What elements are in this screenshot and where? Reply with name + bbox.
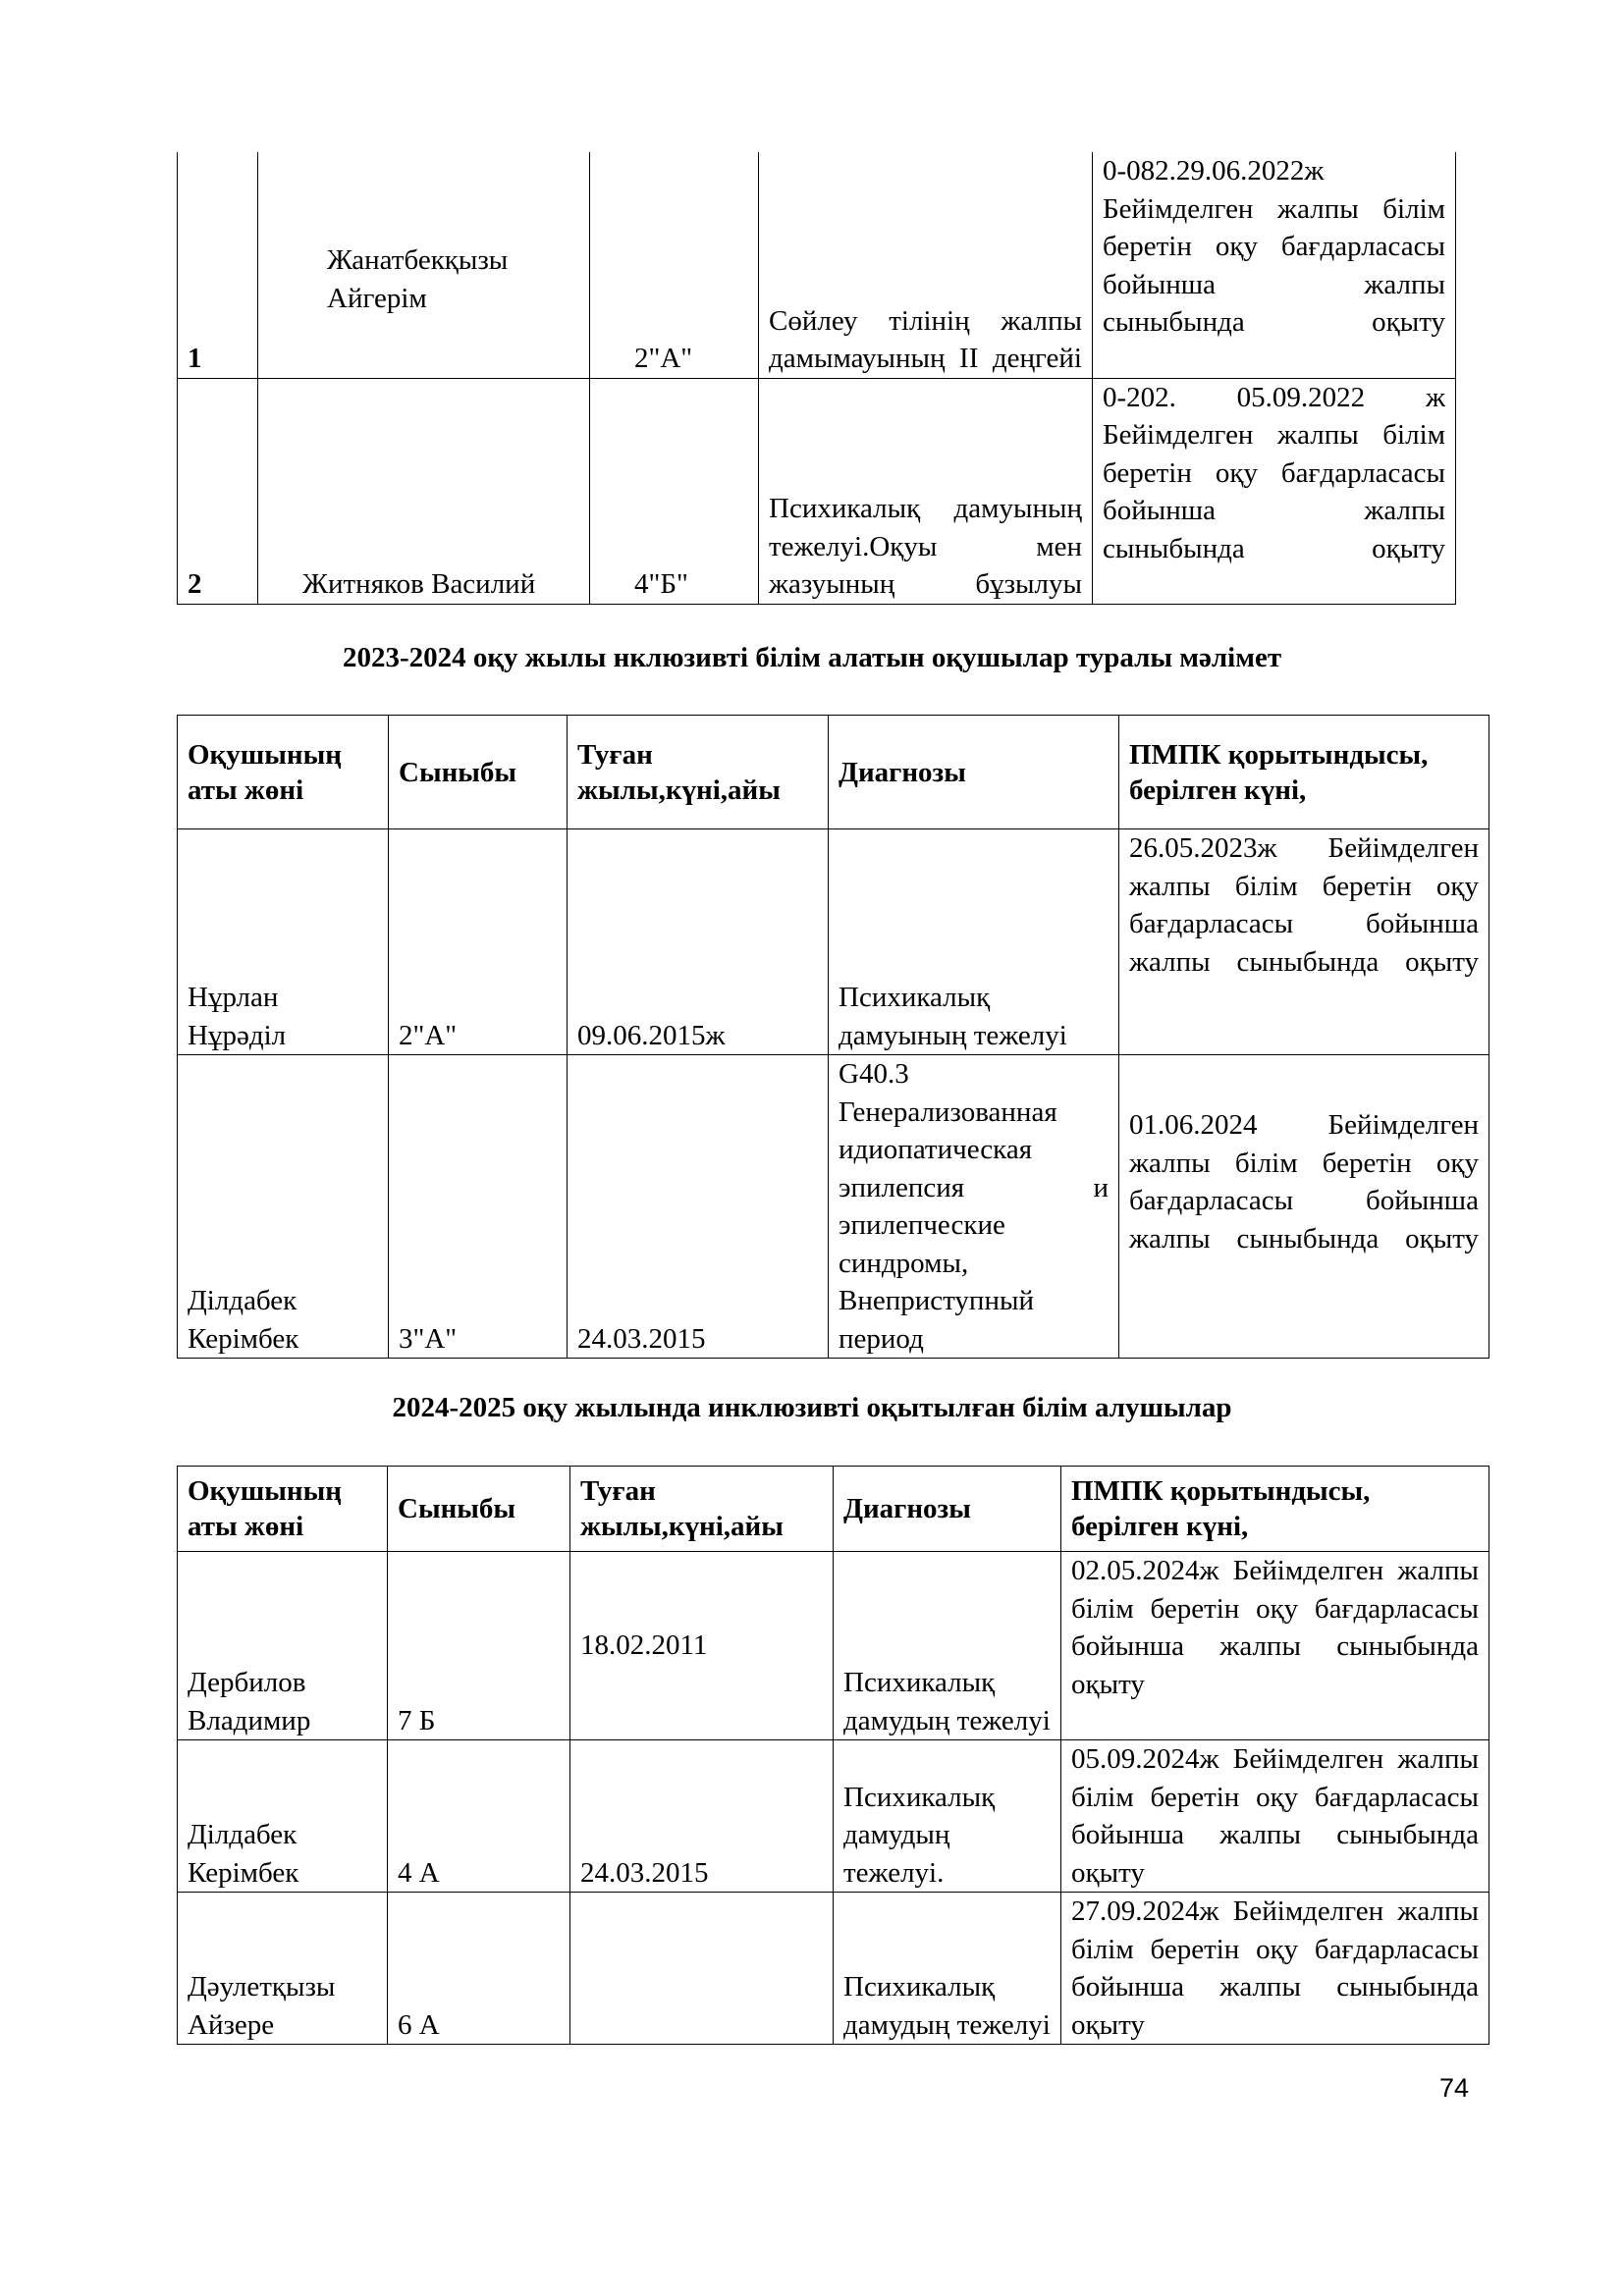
row-number: 2: [178, 378, 258, 604]
student-name: Ділдабек Керімбек: [178, 1055, 389, 1359]
pmpk-conclusion: 01.06.2024 Бейімделген жалпы білім беретін оқу бағдарласасы бойынша жалпы сыныбында оқыту: [1119, 1055, 1489, 1359]
student-class: 2"А": [590, 152, 759, 378]
pmpk-conclusion: 0-202. 05.09.2022 ж Бейімделген жалпы білім беретін оқу бағдарласасы бойынша жалпы сыныбында оқыту: [1093, 378, 1456, 604]
pmpk-conclusion: 0-082.29.06.2022ж Бейімделген жалпы білім беретін оқу бағдарласасы бойынша жалпы сыныбында оқыту: [1093, 152, 1456, 378]
student-name: Ділдабек Керімбек: [178, 1740, 388, 1893]
page-number: 74: [1439, 2073, 1470, 2103]
table-row: [178, 1893, 1489, 2045]
student-class: 2"А": [389, 829, 568, 1055]
diagnosis: Психикалық дамудың тежелуі: [834, 1893, 1061, 2045]
diagnosis: Психикалық дамуының тежелуі.Оқуы мен жазуының бұзылуы: [759, 378, 1093, 604]
pmpk-conclusion: 27.09.2024ж Бейімделген жалпы білім беретін оқу бағдарласасы бойынша жалпы сыныбында оқыту: [1061, 1893, 1489, 2045]
student-class: 3"А": [389, 1055, 568, 1359]
diagnosis: Психикалық дамуының тежелуі: [829, 829, 1119, 1055]
table-header-row: [178, 1467, 1489, 1552]
header-conclusion: ПМПК қорытындысы, берілген күні,: [1061, 1467, 1489, 1552]
header-name: Оқушының аты жөні: [178, 1467, 388, 1552]
diagnosis: Сөйлеу тілінің жалпы дамымауының II деңгейі: [759, 152, 1093, 378]
student-name: Дербилов Владимир: [178, 1552, 388, 1740]
header-name: Оқушының аты жөні: [178, 716, 389, 829]
table-row: [178, 1740, 1489, 1893]
student-class: 6 А: [388, 1893, 570, 2045]
section-title: 2023-2024 оқу жылы нклюзивті білім алатын оқушылар туралы мәлімет: [342, 642, 1282, 673]
section-title: 2024-2025 оқу жылында инклюзивті оқытылған білім алушылар: [392, 1392, 1232, 1423]
student-name: Жанатбекқызы Айгерім: [258, 152, 590, 378]
pmpk-conclusion: 26.05.2023ж Бейімделген жалпы білім беретін оқу бағдарласасы бойынша жалпы сыныбында оқыту: [1119, 829, 1489, 1055]
table-row: [178, 1055, 1489, 1359]
header-diagnosis: Диагнозы: [834, 1467, 1061, 1552]
students-2023-2024-table: [177, 715, 1489, 1359]
continuation-table: [177, 152, 1456, 605]
students-2024-2025-table: [177, 1466, 1489, 2045]
table-header-row: [178, 716, 1489, 829]
student-birth: 18.02.2011: [570, 1552, 834, 1740]
student-name: Нұрлан Нұрәділ: [178, 829, 389, 1055]
header-birth: Туған жылы,күні,айы: [570, 1467, 834, 1552]
header-diagnosis: Диагнозы: [829, 716, 1119, 829]
student-class: 7 Б: [388, 1552, 570, 1740]
student-birth: 24.03.2015: [570, 1740, 834, 1893]
student-class: 4"Б": [590, 378, 759, 604]
header-conclusion: ПМПК қорытындысы, берілген күні,: [1119, 716, 1489, 829]
table-row: [178, 1552, 1489, 1740]
header-class: Сыныбы: [388, 1467, 570, 1552]
student-class: 4 А: [388, 1740, 570, 1893]
diagnosis: Психикалық дамудың тежелуі.: [834, 1740, 1061, 1893]
student-name: Дәулетқызы Айзере: [178, 1893, 388, 2045]
table-row: [178, 152, 1456, 378]
student-birth: 24.03.2015: [568, 1055, 829, 1359]
header-birth: Туған жылы,күні,айы: [568, 716, 829, 829]
pmpk-conclusion: 02.05.2024ж Бейімделген жалпы білім беретін оқу бағдарласасы бойынша жалпы сыныбында оқыту: [1061, 1552, 1489, 1740]
pmpk-conclusion: 05.09.2024ж Бейімделген жалпы білім беретін оқу бағдарласасы бойынша жалпы сыныбында оқыту: [1061, 1740, 1489, 1893]
diagnosis: Психикалық дамудың тежелуі: [834, 1552, 1061, 1740]
table-row: [178, 829, 1489, 1055]
row-number: 1: [178, 152, 258, 378]
student-birth: 09.06.2015ж: [568, 829, 829, 1055]
diagnosis: G40.3 Генерализованная идиопатическая эпилепсия и эпилепческие синдромы, Внеприступный период: [829, 1055, 1119, 1359]
header-class: Сыныбы: [389, 716, 568, 829]
student-birth: [570, 1893, 834, 2045]
table-row: [178, 378, 1456, 604]
student-name: Житняков Василий: [258, 378, 590, 604]
